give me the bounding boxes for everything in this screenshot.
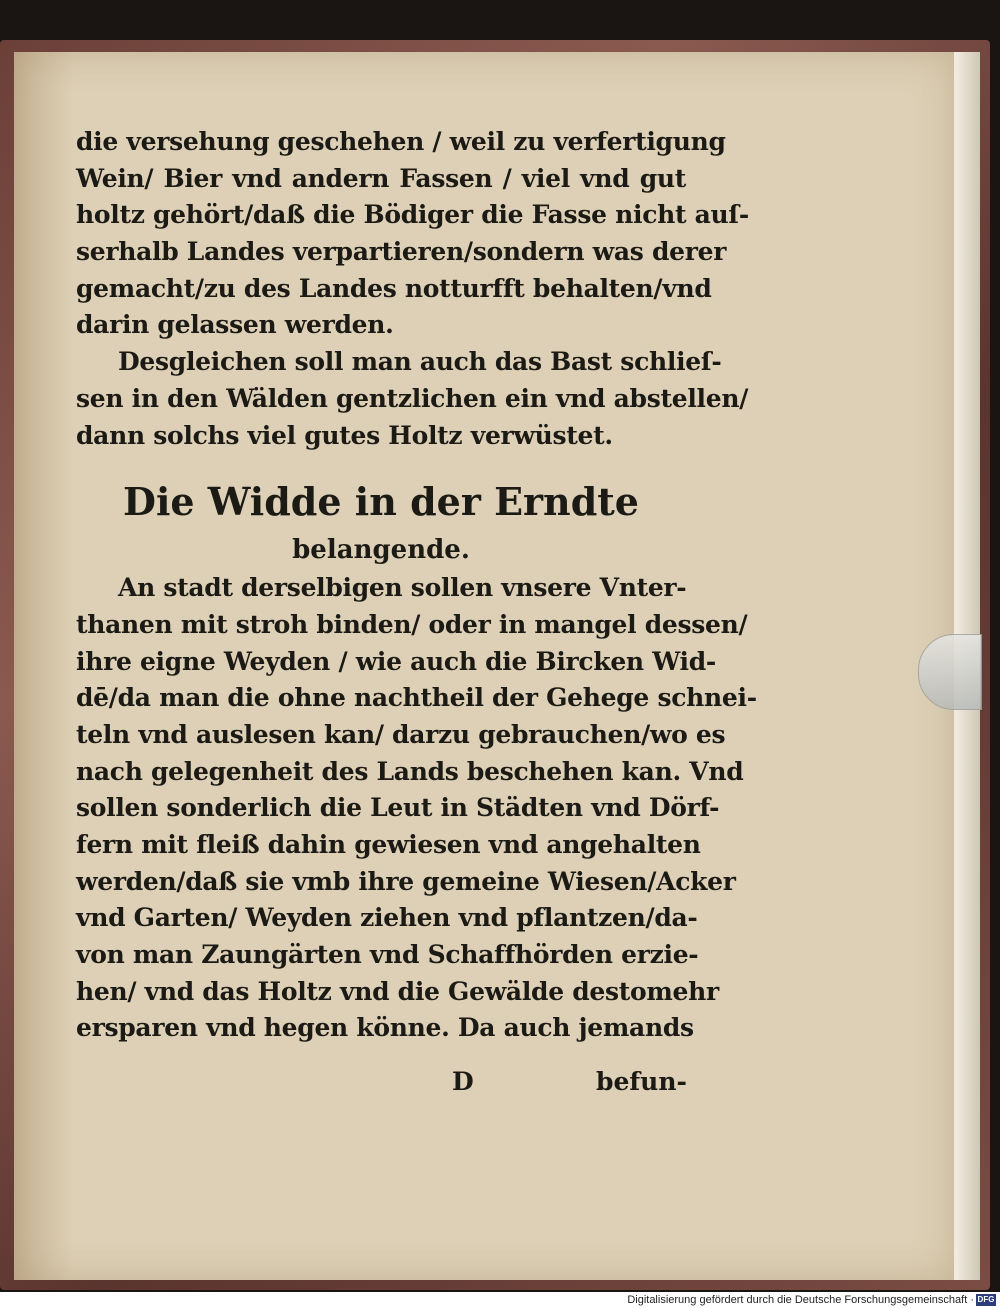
text-line: darin gelassen werden. [76, 310, 394, 340]
text-line: von man Zaungärten vnd Schaffhörden erzie- [76, 940, 699, 970]
dfg-logo: DFG [977, 1295, 995, 1304]
text-line: vnd Garten/ Weyden ziehen vnd pflantzen/da- [76, 903, 698, 933]
paragraph-3 [76, 570, 757, 1047]
text-line: dann solchs viel gutes Holtz verwüstet. [76, 420, 613, 450]
text-line: dē/da man die ohne nachtheil der Gehege schnei- [76, 683, 757, 713]
paragraph-1 [76, 124, 749, 344]
catchword: befun- [596, 1067, 687, 1096]
section-subheading: belangende. [292, 535, 470, 566]
text-line: serhalb Landes verpartieren/sondern was derer [76, 237, 727, 267]
text-line: fern mit fleiß dahin gewiesen vnd angehalten [76, 830, 701, 859]
text-line: ersparen vnd hegen könne. Da auch jemands [76, 1013, 694, 1043]
text-line: die versehung geschehen / weil zu verfertigung [76, 127, 726, 156]
text-line: sen in den Wälden gentzlichen ein vnd abstellen/ [76, 383, 749, 413]
text-line: gemacht/zu des Landes notturfft behalten/vnd [76, 273, 712, 303]
footer-bar [0, 1292, 1000, 1308]
text-line: werden/daß sie vmb ihre gemeine Wiesen/Acker [76, 866, 736, 896]
text-line: thanen mit stroh binden/ oder in mangel dessen/ [76, 609, 748, 639]
page-text [76, 124, 757, 1047]
text-line: teln vnd auslesen kan/ darzu gebrauchen/wo es [76, 719, 726, 749]
text-line: An stadt derselbigen sollen vnsere Vnter- [118, 573, 687, 603]
text-line: holtz gehört/daß die Bödiger die Fasse nicht auſ- [76, 200, 749, 230]
text-line: sollen sonderlich die Leut in Städten vnd Dörf- [76, 793, 720, 823]
section-heading: Die Widde in der Erndte [123, 479, 639, 525]
text-line: Desgleichen soll man auch das Bast schlieſ- [118, 347, 722, 377]
signature-mark: D [452, 1067, 474, 1096]
text-line: nach gelegenheit des Lands beschehen kan. Vnd [76, 756, 744, 786]
text-line: ihre eigne Weyden / wie auch die Bircken Wid- [76, 646, 717, 676]
page-clip [918, 634, 982, 710]
text-line: Wein/ Bier vnd andern Fassen / viel vnd gut [76, 163, 686, 193]
text-line: hen/ vnd das Holtz vnd die Gewälde destomehr [76, 976, 719, 1006]
paragraph-2 [76, 344, 749, 454]
funding-credit: Digitalisierung gefördert durch die Deutsche Forschungsgemeinschaft · [627, 1294, 974, 1306]
